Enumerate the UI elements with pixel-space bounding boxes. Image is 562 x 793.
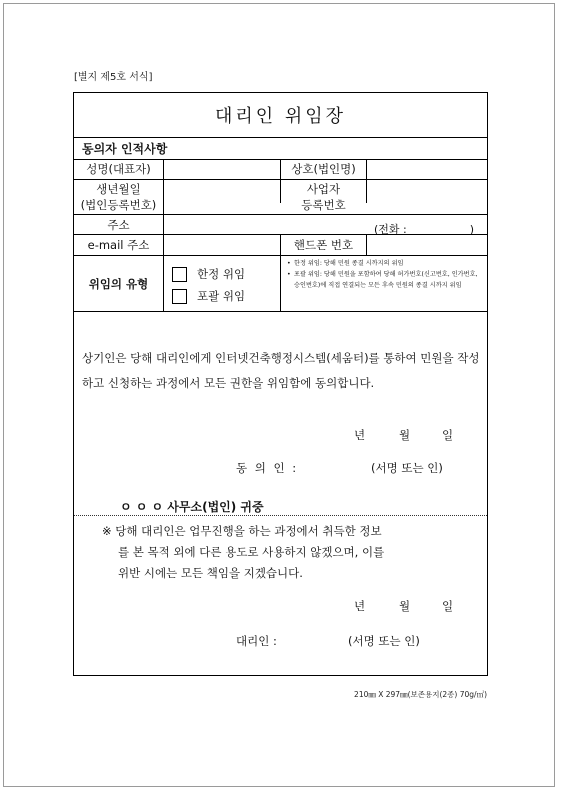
agent-day: 일 bbox=[442, 599, 454, 613]
comprehensive-checkbox[interactable] bbox=[172, 289, 187, 304]
consent-year: 년 bbox=[354, 428, 366, 442]
phone-close: ) bbox=[469, 223, 475, 236]
name-label: 성명(대표자) bbox=[86, 162, 151, 176]
biz-number-label-line2: 등록번호 bbox=[301, 198, 346, 212]
delegation-notes bbox=[287, 258, 485, 291]
birth-label-line1: 생년월일 bbox=[96, 182, 141, 196]
agent-month: 월 bbox=[399, 599, 411, 613]
email-field[interactable] bbox=[164, 235, 279, 255]
note-comprehensive bbox=[287, 269, 485, 291]
paper-spec-footer: 210㎜ X 297㎜(보존용지(2종) 70g/㎡) bbox=[354, 690, 487, 699]
bullet-icon: • bbox=[287, 260, 291, 267]
section-title: 동의자 인적사항 bbox=[74, 137, 487, 160]
form-number-label: [별지 제5호 서식] bbox=[74, 72, 153, 83]
limited-checkbox[interactable] bbox=[172, 267, 187, 282]
consenter-signature[interactable]: (서명 또는 인) bbox=[371, 461, 443, 475]
agent-pledge bbox=[102, 521, 462, 584]
agent-year: 년 bbox=[354, 599, 366, 613]
mobile-field[interactable] bbox=[367, 235, 487, 255]
office-addressee: ㅇ ㅇ ㅇ 사무소(법인) 귀중 bbox=[120, 500, 264, 514]
agent-label: 대리인 : bbox=[236, 634, 277, 648]
delegation-option-comprehensive[interactable] bbox=[172, 285, 245, 307]
name-field[interactable] bbox=[164, 159, 279, 179]
note-comprehensive-text: 포괄 위임: 당해 민원을 포함하여 당해 허가번호(신고번호, 인가번호, 승인번호)에 직접 연결되는 모든 후속 민원의 종결 시까지 위임 bbox=[294, 271, 478, 289]
limited-label: 한정 위임 bbox=[197, 267, 246, 281]
biz-number-label-line1: 사업자 bbox=[306, 182, 341, 196]
consenter-label: 동 의 인 : bbox=[236, 461, 299, 475]
delegation-options bbox=[172, 263, 245, 307]
form-title: 대리인 위임장 bbox=[74, 93, 487, 138]
pledge-line: ※ 당해 대리인은 업무진행을 하는 과정에서 취득한 정보 bbox=[102, 524, 382, 538]
company-field[interactable] bbox=[367, 159, 487, 179]
delegation-type-label: 위임의 유형 bbox=[88, 276, 149, 291]
delegation-option-limited[interactable] bbox=[172, 263, 245, 285]
biz-number-label bbox=[281, 180, 366, 214]
pledge-line: 위반 시에는 모든 책임을 지겠습니다. bbox=[118, 566, 303, 580]
mobile-label: 핸드폰 번호 bbox=[293, 238, 354, 252]
comprehensive-label: 포괄 위임 bbox=[197, 289, 246, 303]
consent-statement: 상기인은 당해 대리인에게 인터넷건축행정시스템(세움터)를 통하여 민원을 작성하고 신청하는 과정에서 모든 권한을 위임함에 동의합니다. bbox=[82, 351, 480, 390]
bullet-icon: • bbox=[287, 271, 291, 278]
biz-number-field[interactable] bbox=[367, 180, 487, 214]
birth-field[interactable] bbox=[164, 180, 279, 214]
address-field[interactable] bbox=[164, 215, 364, 234]
consent-month: 월 bbox=[399, 428, 411, 442]
birth-label-line2: (법인등록번호) bbox=[80, 198, 157, 212]
consent-day: 일 bbox=[442, 428, 454, 442]
agent-signature[interactable]: (서명 또는 인) bbox=[348, 634, 420, 648]
dotted-divider bbox=[74, 515, 487, 516]
phone-label: (전화 : bbox=[374, 223, 407, 236]
note-limited bbox=[287, 258, 485, 269]
proxy-form bbox=[73, 92, 488, 676]
birth-label bbox=[74, 180, 163, 214]
address-label: 주소 bbox=[107, 217, 130, 232]
email-label: e-mail 주소 bbox=[87, 238, 150, 252]
note-limited-text: 한정 위임: 당해 민원 종결 시까지의 위임 bbox=[294, 260, 404, 267]
pledge-line: 를 본 목적 외에 다른 용도로 사용하지 않겠으며, 이를 bbox=[118, 545, 385, 559]
company-label: 상호(법인명) bbox=[291, 162, 356, 176]
